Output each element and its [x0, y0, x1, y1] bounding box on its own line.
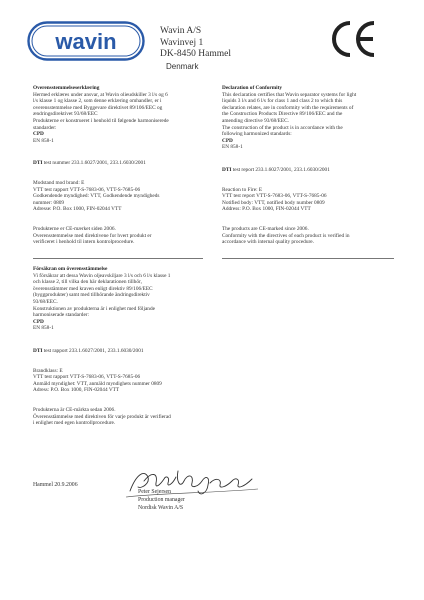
logo-text: wavin: [55, 29, 117, 54]
swedish-line: överensstämmer med kraven enligt direktiv 89/106/EEC: [33, 285, 153, 292]
danish-vtt: VTT test rapport VTT-S-7683-06, VTT-S-7685-06: [33, 186, 141, 193]
danish-conformity-2: verificeret i henhold til intern kontrolprocedure.: [33, 239, 135, 246]
danish-line: Produkterne er konstrueret i henhold til følgende harmoniserede: [33, 117, 169, 124]
swedish-dti: [33, 348, 213, 355]
dti-text: test report 233.1.6027/2001, 233.1.6030/2001: [231, 166, 330, 173]
danish-authority: Godkendende myndighed: VTT, Godkendende myndigheds: [33, 193, 160, 200]
dti-label: DTI: [33, 160, 43, 167]
danish-ce-since: Produkterne er CE-mærket siden 2006.: [33, 225, 116, 232]
company-city: DK-8450 Hammel: [160, 49, 231, 59]
english-notified-body: Notified body: VTT, notified body number 0809: [222, 199, 325, 206]
dti-label: DTI: [33, 347, 43, 354]
danish-conformity: Overensstemmelse med direktivene for hvert produkt er: [33, 232, 152, 239]
swedish-conformity: Överensstämmelse med direktiven för varje produkt är verifierad: [33, 413, 171, 420]
danish-dti: [33, 160, 203, 167]
signer-title: Production manager: [138, 497, 185, 503]
swedish-vtt: VTT test rapport VTT-S-7683-06, VTT-S-7685-06: [33, 374, 141, 381]
company-address: [160, 26, 231, 72]
danish-line: ændringsdirektivet 93/68/EEC: [33, 111, 98, 118]
english-fire: Reaction to Fire: E: [222, 186, 263, 193]
danish-standard: EN 858-1: [33, 137, 54, 144]
english-line: liquids 3 l/s and 6 l/s for class 1 and class 2 to which this: [222, 98, 343, 105]
swedish-heading: Försäkran om överensstämmelse: [33, 266, 108, 272]
signer-company: Nordisk Wavin A/S: [138, 505, 184, 511]
swedish-line: 93/68/EEC.: [33, 298, 58, 305]
divider-right: [222, 258, 394, 259]
english-line: amending directive 93/68/EEC.: [222, 117, 289, 124]
swedish-line: harmoniserade standarder:: [33, 312, 90, 319]
swedish-line: Konstruktionen av produkterna är i enlighet med följande: [33, 305, 155, 312]
english-dti: [222, 167, 394, 174]
danish-line: Hermed erklæres under ansvar, at Wavin olieudskiller 3 l/s og 6: [33, 91, 168, 98]
english-declaration: [222, 85, 394, 246]
english-ce-since: The products are CE-marked since 2006.: [222, 225, 309, 232]
swedish-line: (byggprodukter) samt med tillhörande ändringsdirektiv: [33, 292, 150, 299]
dti-label: DTI: [222, 166, 232, 173]
swedish-declaration: [33, 266, 213, 427]
swedish-cpd: CPD: [33, 318, 44, 325]
swedish-ce-since: Produkterna är CE-märkta sedan 2006.: [33, 406, 116, 413]
danish-line: standarder:: [33, 124, 57, 131]
wavin-logo: [27, 21, 145, 61]
company-street: Wavinvej 1: [160, 37, 204, 48]
english-heading: Declaration of Conformity: [222, 85, 283, 91]
english-standard: EN 858-1: [222, 144, 243, 151]
danish-fire: Modstand mod brand: E: [33, 179, 85, 186]
danish-address: Adresse: P.O. Box 1000, FIN-02044 VTT: [33, 206, 122, 213]
danish-cpd: CPD: [33, 131, 44, 138]
company-country: Denmark: [166, 61, 199, 71]
place-date: Hammel 20.9.2006: [33, 482, 78, 488]
swedish-line: Vi försäkrar att dessa Wavin oljeavskiljare 3 l/s och 6 l/s klasse 1: [33, 272, 171, 279]
swedish-authority: Anmäld myndighet: VTT, anmäld myndighets nummer 0809: [33, 380, 162, 387]
english-vtt: VTT test report VTT-S-7683-06, VTT-S-7685-06: [222, 193, 327, 200]
divider-left: [33, 258, 203, 259]
swedish-conformity-2: i enlighet med egen kontrollprocedure.: [33, 420, 116, 427]
english-line: This declaration certifies that Wavin separator systems for light: [222, 91, 357, 98]
danish-declaration: [33, 85, 203, 246]
ce-mark-icon: [328, 17, 378, 61]
dti-text: test rapport 233.1.6027/2001, 233.1.6030/2001: [42, 347, 144, 354]
swedish-fire: Brandklass: E: [33, 367, 63, 374]
company-name: Wavin A/S: [160, 26, 202, 36]
swedish-address: Adress: P.O. Box 1000, FIN-02044 VTT: [33, 387, 120, 394]
danish-line: overensstemmelse med Byggevare direktivet 89/106/EEC og: [33, 104, 163, 111]
signer-block: [138, 488, 185, 512]
signer-name: Peter Sejersen: [138, 489, 171, 495]
swedish-line: och klasse 2, till vilka den här deklarationen tillhör,: [33, 279, 142, 286]
english-address: Address: P.O. Box 1000, FIN-02044 VTT: [222, 206, 311, 213]
english-line: The construction of the product is in accordance with the: [222, 124, 343, 131]
danish-line: l/s klasse 1 og klasse 2, som denne erklæring omhandler, er i: [33, 98, 162, 105]
english-conformity-2: accordance with internal quality procedure.: [222, 239, 314, 246]
swedish-standard: EN 858-1: [33, 325, 54, 332]
danish-heading: Overensstemmelseserklæring: [33, 85, 100, 91]
dti-text: test nummer 233.1.6027/2001, 233.1.6030/2001: [42, 160, 146, 167]
danish-authority-number: nummer: 0809: [33, 199, 65, 206]
english-line: the Construction Products Directive 89/106/EEC and the: [222, 111, 343, 118]
english-conformity: Conformity with the directives of each product is verified in: [222, 232, 350, 239]
english-line: following harmonized standards:: [222, 131, 292, 138]
english-cpd: CPD: [222, 137, 233, 144]
english-line: declaration relates, are in conformity with the requirements of: [222, 104, 354, 111]
